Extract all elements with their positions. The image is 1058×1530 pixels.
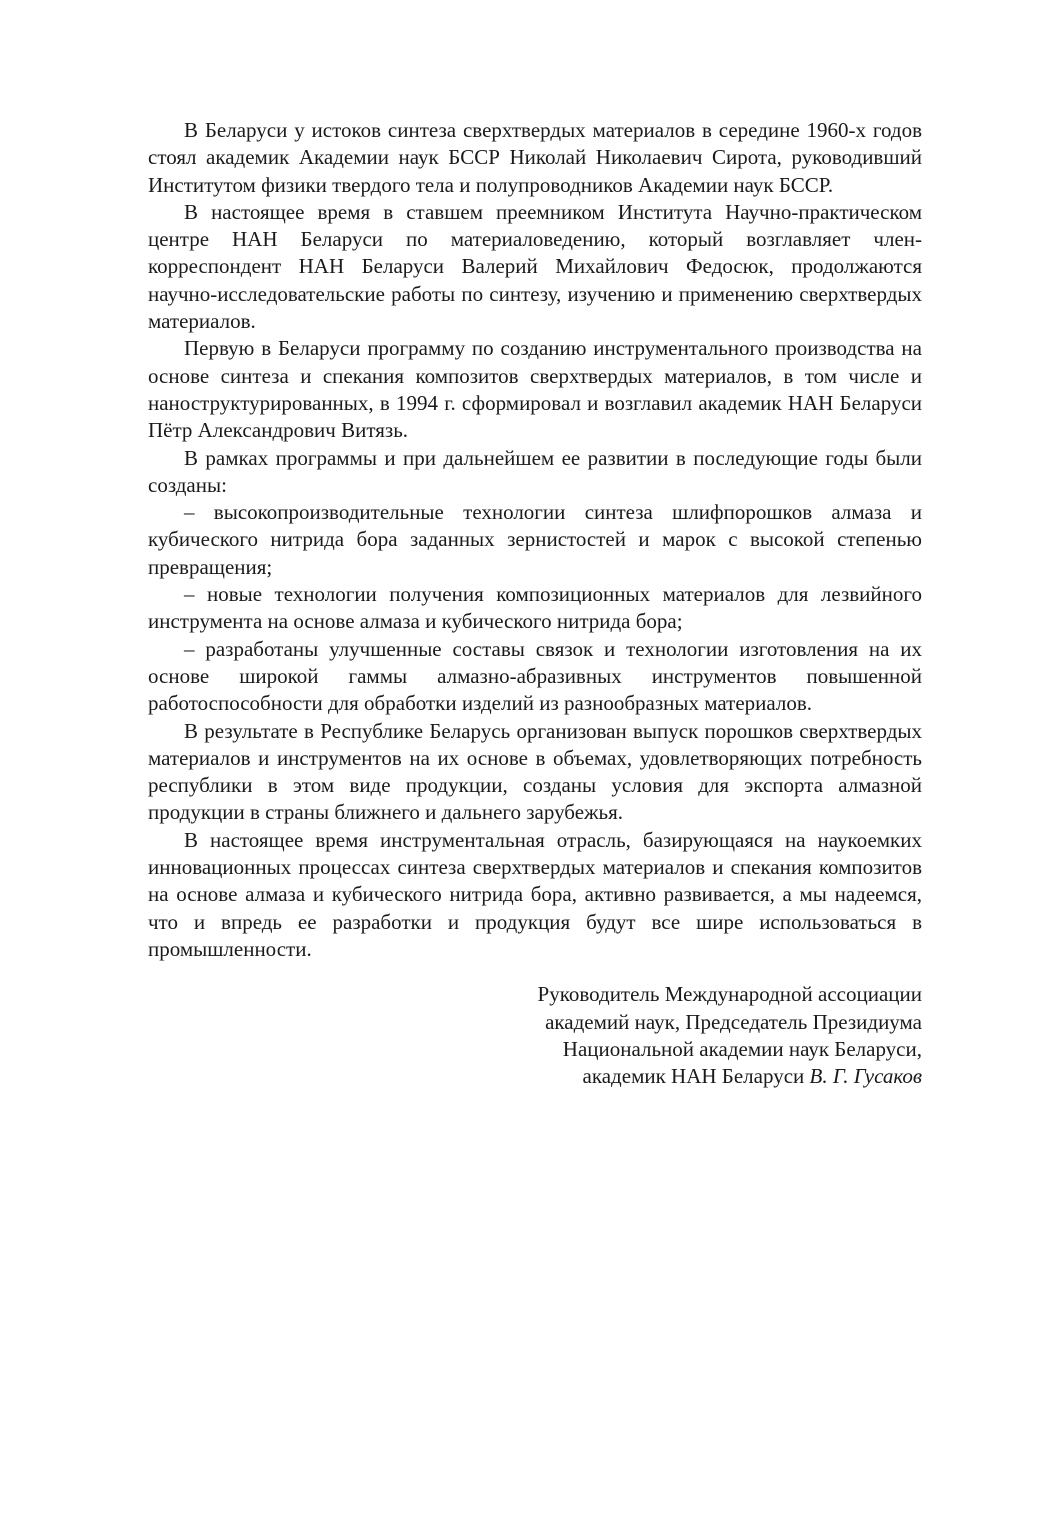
paragraph-5: В результате в Республике Беларусь организован выпуск порошков сверхтвердых материалов и инструментов на их основе в объемах, удовлетворяющих потребность республики в этом виде продукции, созданы условия для экспорта алмазной продукции в страны ближнего и дальнего зарубежья. bbox=[148, 718, 922, 825]
list-item-2: – новые технологии получения композиционных материалов для лезвийного инструмента на основе алмаза и кубического нитрида бора; bbox=[148, 582, 922, 634]
paragraph-3: Первую в Беларуси программу по созданию инструментального производства на основе синтеза и спекания композитов сверхтвердых материалов, в том числе и наноструктурированных, в 1994 г. сформировал и возглавил академик НАН Беларуси Пётр Александрович Витязь. bbox=[148, 336, 922, 443]
paragraph-6: В настоящее время инструментальная отрасль, базирующаяся на наукоемких инновационных процессах синтеза сверхтвердых материалов и спекания композитов на основе алмаза и кубического нитрида бора, активно развивается, а мы надеемся, что и впредь ее разработки и продукция будут все шире использоваться в промышленности. bbox=[148, 827, 922, 961]
signature-line-2: академий наук, Председатель Президиума bbox=[545, 1009, 922, 1034]
signature-name: В. Г. Гусаков bbox=[809, 1064, 922, 1089]
signature-block bbox=[148, 981, 922, 1090]
paragraph-4: В рамках программы и при дальнейшем ее развитии в последующие годы были созданы: bbox=[148, 445, 922, 497]
signature-line-3: Национальной академии наук Беларуси, bbox=[562, 1036, 922, 1061]
list-item-3: – разработаны улучшенные составы связок и технологии изготовления на их основе широкой гаммы алмазно-абразивных инструментов повышенной работоспособности для обработки изделий из разнообразных материалов. bbox=[148, 636, 922, 716]
signature-line-1: Руководитель Международной ассоциации bbox=[537, 982, 922, 1007]
paragraph-1: В Беларуси у истоков синтеза сверхтвердых материалов в середине 1960-х годов стоял академик Академии наук БССР Николай Николаевич Сирота, руководивший Институтом физики твердого тела и полупроводников Академии наук БССР. bbox=[148, 118, 922, 197]
document-page bbox=[148, 117, 922, 1090]
signature-title: академик НАН Беларуси bbox=[582, 1064, 810, 1089]
signature-line-4 bbox=[148, 1063, 922, 1090]
list-item-1: – высокопроизводительные технологии синтеза шлифпорошков алмаза и кубического нитрида бора заданных зернистостей и марок с высокой степенью превращения; bbox=[148, 500, 922, 579]
paragraph-2: В настоящее время в ставшем преемником Института Научно-практическом центре НАН Беларуси по материаловедению, который возглавляет член-корреспондент НАН Беларуси Валерий Михайлович Федосюк, продолжаются научно-исследовательские работы по синтезу, изучению и применению сверхтвердых материалов. bbox=[148, 199, 922, 334]
